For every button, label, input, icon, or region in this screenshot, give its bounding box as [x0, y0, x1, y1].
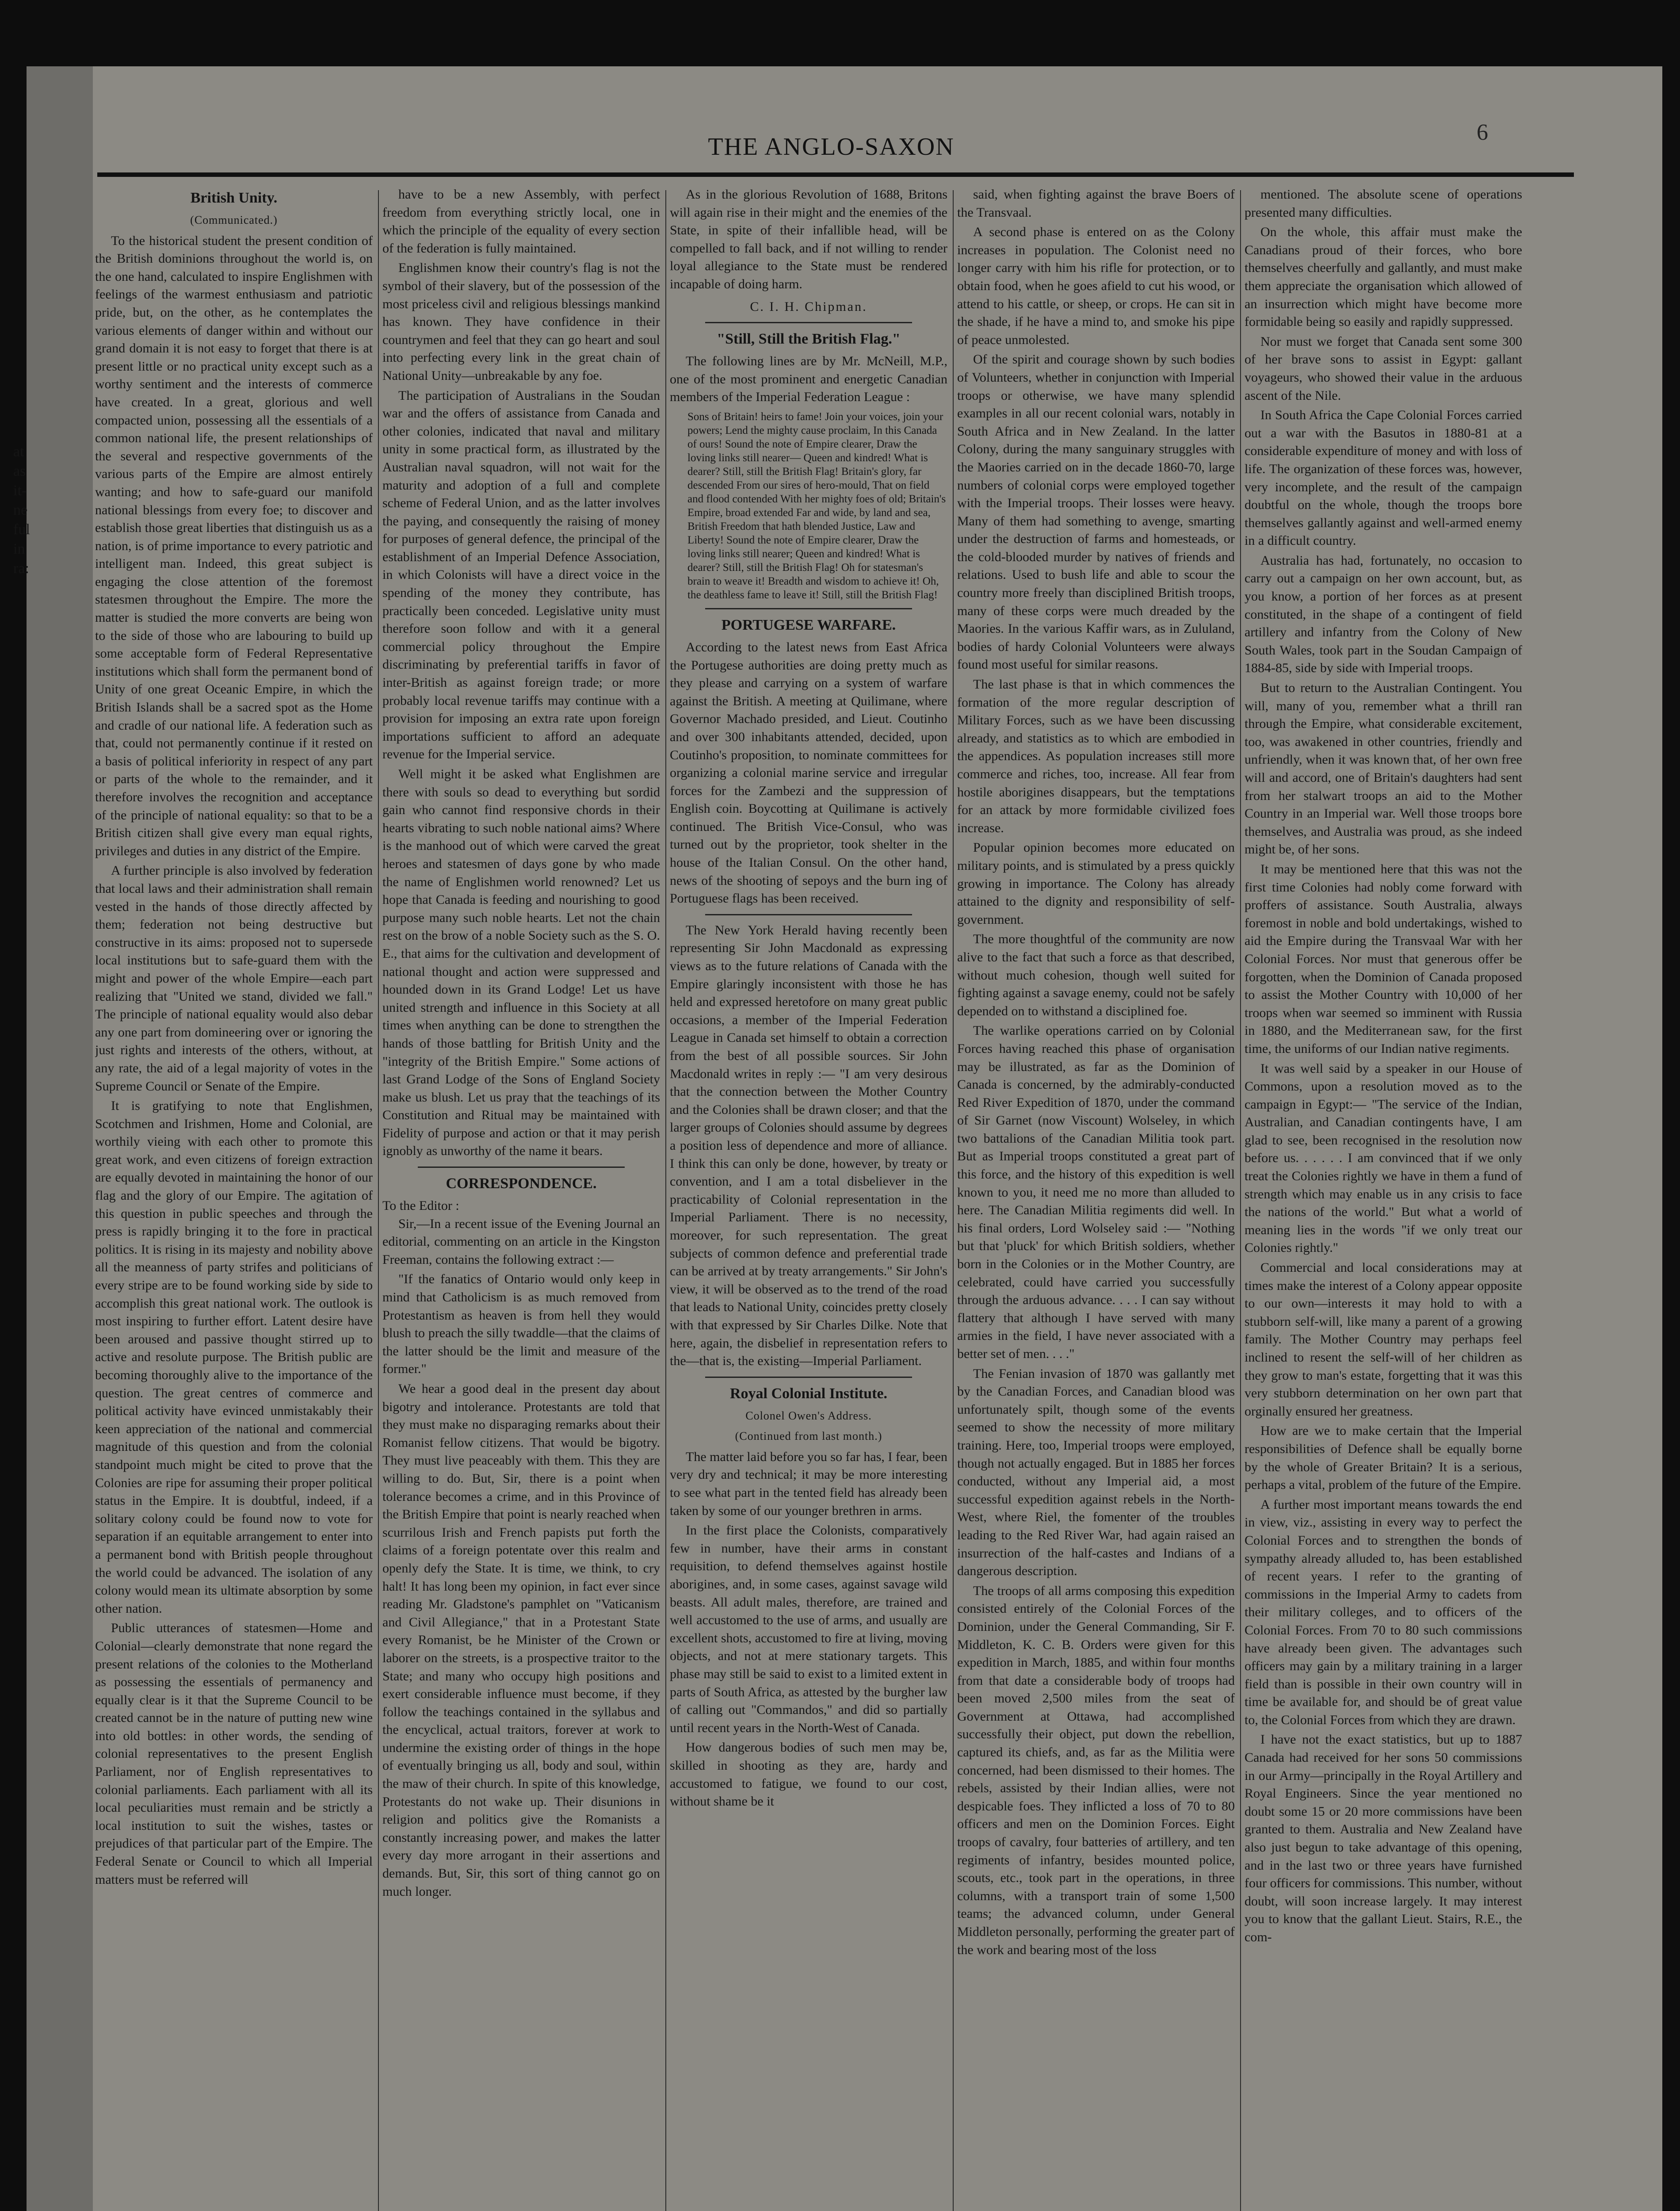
margin-fragment-line: at [13, 444, 24, 460]
article-paragraph: The participation of Australians in the Soudan war and the offers of assistance from Canada and other colonies, indicated that naval and military unity in some practical form, as illustrated by the Australian naval squadron, will not wait for the maturity and adoption of a full and complete scheme of Federal Union, and as the latter involves the paying, and consequently the raising of money for purposes of general defence, the principal of the establishment of an Imperial Defence Association, in which Colonists will have a direct voice in the spending of the money they contribute, has practically been conceded. Legislative unity must therefore soon follow and with it a general commercial policy throughout the Empire discriminating by preferential tariffs in favor of inter-British as against foreign trade; or more probably local revenue tariffs may continue with a provision for imposing an extra rate upon foreign importations sufficient to afford an adequate revenue for the Imperial service. [382, 388, 660, 762]
article-heading: CORRESPONDENCE. [446, 1175, 597, 1192]
article-paragraph: Popular opinion becomes more educated on military points, and is stimulated by a press quickly growing in importance. The Colony has already attained to the dignity and responsibility of self-government. [957, 840, 1235, 927]
article-paragraph: The troops of all arms composing this expedition consisted entirely of the Colonial Forces of the Dominion, under the General Commanding, Sir F. Middleton, K. C. B. Orders were given for this expedition in March, 1885, and within four months from that date a considerable body of troops had been moved 2,500 miles from the seat of Government at Ottawa, had accomplished successfully their object, put down the rebellion, captured its chiefs, and, as far as the Militia were concerned, had been dismissed to their homes. The rebels, assisted by their Indian allies, were not despicable foes. They inflicted a loss of 70 to 80 officers and men on the Dominion Forces. Eight troops of cavalry, four batteries of artillery, and ten regiments of infantry, besides mounted police, scouts, etc., took part in the operations, in three columns, with a transport train of some 1,500 teams; the advanced column, under General Middleton personally, performing the greater part of the work and bearing most of the loss [957, 1583, 1235, 1957]
margin-fragment-line: ne [13, 502, 28, 518]
article-paragraph: A further most important means towards the end in view, viz., assisting in every way to perfect the Colonial Forces and to strengthen the bonds of sympathy already alluded to, has been established of recent years. I refer to the granting of commissions in the Imperial Army to cadets from their military colleges, and to officers of the Colonial Forces. From 70 to 80 such commissions have already been given. The advantages such officers may gain by a military training in a larger field than is possible in their own country will in time be available for, and should be of great value to, the Colonial Forces from which they are drawn. [1245, 1497, 1522, 1727]
article-paragraph: The New York Herald having recently been representing Sir John Macdonald as expressing views as to the future relations of Canada with the Empire glaringly inconsistent with those he has held and expressed heretofore on many great public occasions, a member of the Imperial Federation League in Canada set himself to obtain a correction from the best of all possible sources. Sir John Macdonald writes in reply :— "I am very desirous that the connection between the Mother Country and the Colonies shall be drawn closer; and that the larger groups of Colonies should assume by degrees a position less of dependence and more of alliance. I think this can only be done, however, by treaty or convention, and I am a total disbeliever in the practicability of Colonial representation in the Imperial Parliament. There is no necessity, moreover, for such representation. The great subjects of common defence and preferential trade can be arrived at by treaty arrangements." Sir John's view, it will be observed as to the trend of the road that leads to National Unity, coincides pretty closely with that expressed by Sir Charles Dilke. Note that here, again, the disbelief in representation refers to the—that is, the existing—Imperial Parliament. [670, 922, 947, 1369]
margin-fragment-line: it- [13, 482, 27, 499]
poem-verse: Sons of Britain! heirs to fame! Join your voices, join your powers; Lend the mighty cause proclaim, In this Canada of ours! Sound the note of Empire clearer, Draw the loving links still nearer— Queen and kindred! What is dearer? Still, still the British Flag! Britain's glory, far descended From our sires of hero-mould, That on field and flood contended With her mighty foes of old; Britain's Empire, broad extended Far and wide, by land and sea, British Freedom that hath blended Justice, Law and Liberty! Sound the note of Empire clearer, Draw the loving links still nearer; Queen and kindred! What is dearer? Still, still the British Flag! Oh for statesman's brain to weave it! Breadth and wisdom to achieve it! Oh, the deathless fame to leave it! Still, still the British Flag! [687, 410, 946, 601]
section-rule [705, 1377, 912, 1378]
article-paragraph: Of the spirit and courage shown by such bodies of Volunteers, whether in conjunction with Imperial troops or otherwise, we have many splendid examples in all our recent colonial wars, notably in South Africa and in New Zealand. In the latter Colony, during the many sanguinary struggles with the Maories carried on in the decade 1860-70, large numbers of colonial corps were employed together with the Imperial troops. Their losses were heavy. Many of them had something to avenge, smarting under the destruction of farms and homesteads, or the cold-blooded murder by natives of friends and relations. Used to bush life and able to scour the country more freely than disciplined British troops, many of these corps were much dreaded by the Maories. In the various Kaffir wars, as in Zululand, bodies of hardy Colonial Volunteers were always found most useful for similar reasons. [957, 352, 1235, 672]
masthead-rule [97, 172, 1574, 177]
article-heading: Royal Colonial Institute. [729, 1385, 888, 1402]
article-paragraph: How dangerous bodies of such men may be, skilled in shooting as they are, hardy and accustomed to fatigue, we found to our cost, without shame be it [670, 1740, 947, 1809]
article-paragraph: The Fenian invasion of 1870 was gallantly met by the Canadian Forces, and Canadian blood was unfortunately spilt, though some of the events seemed to show the necessity of more military training. Here, too, Imperial troops were employed, though not actually engaged. But in 1885 her forces conducted, without any Imperial aid, a most successful expedition against rebels in the North-West, where Riel, the fomenter of the troubles leading to the Red River War, had again raised an insurrection of the half-castes and Indians of a dangerous description. [957, 1366, 1235, 1579]
article-paragraph: Australia has had, fortunately, no occasion to carry out a campaign on her own account, but, as you know, a portion of her forces as at present constituted, in the shape of a contingent of field artillery and infantry from the Colony of New South Wales, took part in the Soudan Campaign of 1884-85, side by side with Imperial troops. [1245, 553, 1522, 676]
column-divider [1240, 190, 1241, 2211]
article-paragraph: In the first place the Colonists, comparatively few in number, have their arms in constant requisition, to defend themselves against hostile aborigines, and, in some cases, against savage wild beasts. All adult males, therefore, are trained and well accustomed to the use of arms, and usually are excellent shots, accustomed to fire at living, moving objects, and not at mere stationary targets. This phase may still be said to exist to a limited extent in parts of South Africa, as attested by the burgher law of calling out "Commandos," and did so partially until recent years in the North-West of Canada. [670, 1523, 947, 1735]
article-paragraph: The more thoughtful of the community are now alive to the fact that such a force as that described, without much cohesion, though well suited for fighting against a savage enemy, could not be safely depended on to withstand a disciplined foe. [957, 932, 1235, 1018]
article-paragraph: mentioned. The absolute scene of operations presented many difficulties. [1245, 187, 1522, 220]
article-paragraph: But to return to the Australian Contingent. You will, many of you, remember what a thrill ran through the Empire, what considerable excitement, too, was awakened in other countries, friendly and unfriendly, when it was known that, of her own free will and accord, one of Britain's daughters had sent from her stalwart troops an aid to the Mother Country in an Imperial war. Well those troops bore themselves, and Australia was proud, as she indeed might be, of her sons. [1245, 681, 1522, 857]
article-heading: PORTUGESE WARFARE. [721, 616, 896, 633]
article-paragraph: It was well said by a speaker in our House of Commons, upon a resolution moved as to the campaign in Egypt:— "The service of the Indian, Australian, and Canadian contingents have, I am glad to see, been recognised in the resolution now before us. . . . . . I am convinced that if we only treat the Colonies rightly we have in them a fund of strength which may enable us in any crisis to face the nations of the world." But what a world of meaning lies in the words "if we only treat our Colonies rightly." [1245, 1061, 1522, 1255]
article-paragraph: The following lines are by Mr. McNeill, M.P., one of the most prominent and energetic Canadian members of the Imperial Federation League : [670, 354, 947, 405]
article-subheading: (Communicated.) [190, 214, 278, 226]
section-rule [705, 608, 912, 609]
margin-fragment-line: ra: [13, 560, 29, 577]
article-paragraph: I have not the exact statistics, but up to 1887 Canada had received for her sons 50 commissions in our Army—principally in the Royal Artillery and Royal Engineers. Since the year mentioned no doubt some 15 or 20 more commissions have been granted to them. Australia and New Zealand have also just begun to take advantage of this opening, and in the last two or three years have furnished four officers for commissions. This number, without doubt, will soon increase largely. It may interest you to know that the gallant Lieut. Stairs, R.E., the com- [1245, 1732, 1522, 1944]
article-paragraph: It may be mentioned here that this was not the first time Colonies had nobly come forward with proffers of assistance. South Australia, always foremost in noble and bold undertakings, wished to aid the Empire during the Transvaal War with her Colonial Forces. Nor must that generous offer be forgotten, when the Dominion of Canada proposed to assist the Mother Country with 10,000 of her troops when war seemed so imminent with Russia in 1880, and the Mediterranean saw, for the first time, the uniforms of our Indian native regiments. [1245, 861, 1522, 1056]
article-paragraph: It is gratifying to note that Englishmen, Scotchmen and Irishmen, Home and Colonial, are worthily vieing with each other to promote this great work, and even citizens of foreign extraction are equally devoted in maintaining the honor of our flag and the glory of our Empire. The agitation of this question in public speeches and through the press is rapidly bringing it to the fore in practical politics. It is rising in its majesty and nobility above all the meanness of party strifes and politicians of every stripe are to be found working side by side to accomplish this great national work. The outlook is most inspiring to further effort. Latent desire have been aroused and passive thought stirred up to active and resolute purpose. The British public are becoming thoroughly alive to the importance of the question. The great centres of commerce and political activity have evinced unmistakably their keen appreciation of the national and commercial magnitude of this question and from the colonial standpoint much might be cited to prove that the Colonies are ripe for assuming their proper political status in the Empire. It is doubtful, indeed, if a solitary colony could be found now to vote for separation if an equitable arrangement to enter into a permanent bond with British people throughout the world could be advanced. The isolation of any colony would mean its ultimate absorption by some other nation. [95, 1098, 373, 1616]
column-divider [378, 190, 379, 2211]
signature: C. I. H. Chipman. [750, 299, 867, 314]
article-paragraph: have to be a new Assembly, with perfect freedom from everything strictly local, one in which the principle of the equality of every section of the federation is fully maintained. [382, 187, 660, 256]
column-3 [670, 186, 947, 2211]
article-subheading: Colonel Owen's Address. [745, 1409, 872, 1422]
article-heading: British Unity. [190, 190, 278, 206]
article-paragraph: Nor must we forget that Canada sent some 300 of her brave sons to assist in Egypt: gallant voyageurs, who showed their value in the arduous ascent of the Nile. [1245, 334, 1522, 403]
column-divider [665, 190, 666, 2211]
article-paragraph: "If the fanatics of Ontario would only keep in mind that Catholicism is as much removed from Protestantism as heaven is from hell they would blush to preach the silly twaddle—that the claims of the latter should be the limit and measure of the former." [382, 1272, 660, 1377]
section-rule [705, 914, 912, 915]
article-paragraph: How are we to make certain that the Imperial responsibilities of Defence shall be equally borne by the whole of Greater Britain? It is a serious, perhaps a vital, problem of the future of the Empire. [1245, 1423, 1522, 1492]
margin-fragment-line: as [13, 463, 26, 479]
column-4 [957, 186, 1235, 2211]
column-1 [95, 186, 373, 2211]
column-2 [382, 186, 660, 2211]
page-mark: 6 [1477, 120, 1488, 145]
section-rule [705, 322, 912, 323]
article-paragraph: The warlike operations carried on by Colonial Forces having reached this phase of organisation may be illustrated, as far as the Dominion of Canada is concerned, by the admirably-conducted Red River Expedition of 1870, under the command of Sir Garnet (now Viscount) Wolseley, in which two battalions of the Canadian Militia took part. But as Imperial troops constituted a great part of this force, and the history of this expedition is well known to you, it need me no more than alluded to here. The Canadian Militia regiments did well. In his final orders, Lord Wolseley said :— "Nothing but that 'pluck' for which British soldiers, whether born in the Colonies or in the Mother Country, are celebrated, could have carried you successfully through the arduous advance. . . . I can say without flattery that although I have served with many armies in the field, I have never associated with a better set of men. . . ." [957, 1023, 1235, 1361]
article-paragraph: Commercial and local considerations may at times make the interest of a Colony appear opposite to our own—interests it may hold to with a stubborn self-will, like many a parent of a growing family. The Mother Country may perhaps feel inclined to resent the self-will of her children as they grow to man's estate, forgetting that it was this very stubborn determination on her own part that orginally ensured her greatness. [1245, 1260, 1522, 1419]
margin-fragment [13, 442, 62, 578]
article-paragraph: The matter laid before you so far has, I fear, been very dry and technical; it may be more interesting to see what part in the tented field has already been taken by some of our younger brethren in arms. [670, 1449, 947, 1518]
article-paragraph: The last phase is that in which commences the formation of the more regular description of Military Forces, such as we have been discussing already, and statistics as to which are embodied in the appendices. As population increases still more commerce and riches, too, increase. All fear from hostile aborigines disappears, but the temptations for an attack by more formidable civilized foes increase. [957, 677, 1235, 835]
running-head: THE ANGLO-SAXON [708, 133, 955, 161]
article-paragraph: On the whole, this affair must make the Canadians proud of their forces, who bore themselves cheerfully and gallantly, and must make them appreciate the organisation which allowed of an insurrection which might have become more formidable being so easily and rapidly suppressed. [1245, 225, 1522, 329]
article-heading: "Still, Still the British Flag." [717, 331, 901, 348]
article-paragraph: Englishmen know their country's flag is not the symbol of their slavery, but of the possession of the most priceless civil and religious blessings mankind has known. They have confidence in their countrymen and feel that they can go heart and soul into perfecting every link in the great chain of National Unity—unbreakable by any foe. [382, 260, 660, 383]
article-paragraph: As in the glorious Revolution of 1688, Britons will again rise in their might and the enemies of the State, in spite of their infallible head, will be compelled to fall back, and if not willing to render loyal allegiance to the State must be rendered incapable of doing harm. [670, 187, 947, 291]
article-paragraph: said, when fighting against the brave Boers of the Transvaal. [957, 187, 1235, 220]
article-paragraph: To the historical student the present condition of the British dominions throughout the world is, on the one hand, calculated to inspire Englishmen with feelings of the warmest enthusiasm and patriotic pride, but, on the other, as he contemplates the various elements of danger within and without our grand domain it is not easy to forget that there is at present little or no practical unity except such as a worthy sentiment and the interests of commerce have created. In a great, glorious and well compacted union, possessing all the essentials of a common national life, the present relationships of the several and respective governments of the various parts of the Empire are almost entirely wanting; and how to safe-guard our manifold national blessings from every foe; to discover and establish those great liberties that distinguish us as a nation, is of prime importance to every patriotic and intelligent man. Indeed, this great subject is engaging the close attention of the foremost statesmen throughout the Empire. The more the matter is studied the more converts are being won to the side of those who are labouring to build up some acceptable form of Federal Representative institutions which shall form the permanent bond of Unity of one great Oceanic Empire, in which the British Islands shall be a sacred spot as the Home and cradle of our national life. A federation such as that, could not permanently continue if it rested on a basis of political inferiority in respect of any part or parts of the whole to the remainder, and it therefore involves the recognition and acceptance of the principle of national equality: so that to be a British citizen shall give every man equal rights, privileges and duties in any district of the Empire. [95, 233, 373, 858]
margin-fragment-line: in [13, 541, 25, 557]
binding-gutter [27, 66, 93, 2211]
article-paragraph: We hear a good deal in the present day about bigotry and intolerance. Protestants are told that they must make no disparaging remarks about their Romanist fellow citizens. That would be bigotry. They must live peaceably with them. This they are willing to do. But, Sir, there is a point when tolerance becomes a crime, and in this Province of the British Empire that point is nearly reached when scurrilous Irish and French papists put forth the claims of a foreign potentate over this realm and openly defy the State. It is time, we think, to cry halt! It has long been my opinion, in fact ever since reading Mr. Gladstone's pamphlet on "Vaticanism and Civil Allegiance," that in a Protestant State every Romanist, be he Minister of the Crown or laborer on the streets, is a prospective traitor to the State; and many who occupy high positions and exert considerable influence must become, if they follow the teachings contained in the syllabus and the encyclical, actual traitors, forever at work to undermine the existing order of things in the hope of eventually bringing us all, body and soul, within the maw of their church. In spite of this knowledge, Protestants do not wake up. Their disunions in religion and politics give the Romanists a constantly increasing power, and makes the latter every day more arrogant in their assertions and demands. But, Sir, this sort of thing cannot go on much longer. [382, 1381, 660, 1899]
column-5 [1245, 186, 1522, 2211]
article-paragraph: Sir,—In a recent issue of the Evening Journal an editorial, commenting on an article in the Kingston Freeman, contains the following extract :— [382, 1216, 660, 1267]
article-paragraph: A second phase is entered on as the Colony increases in population. The Colonist need no longer carry with him his rifle for protection, or to obtain food, when he goes afield to cut his wood, or attend to his cattle, or sheep, or crops. He can sit in the shade, if he have a mind to, and smoke his pipe of peace unmolested. [957, 225, 1235, 347]
column-divider [953, 190, 954, 2211]
article-paragraph: A further principle is also involved by federation that local laws and their administration shall remain vested in the hands of those directly affected by them; federation not being destructive but constructive in its aims: proposed not to supersede local institutions but to safe-guard them with the might and power of the whole Empire—each part realizing that "United we stand, divided we fall." The principle of national equality would also debar any one part from domineering over or ignoring the just rights and interests of the others, without, at any rate, the aid of a legal majority of votes in the Supreme Council or Senate of the Empire. [95, 863, 373, 1094]
article-subheading: (Continued from last month.) [735, 1430, 882, 1443]
article-paragraph: In South Africa the Cape Colonial Forces carried out a war with the Basutos in 1880-81 at a considerable expenditure of money and with loss of life. The organization of these forces was, however, very incomplete, and the result of the campaign doubtful on the whole, though the troops bore themselves gallantly against and well-armed enemy in a difficult country. [1245, 408, 1522, 548]
margin-fragment-line: ful [13, 521, 30, 538]
article-paragraph: Public utterances of statesmen—Home and Colonial—clearly demonstrate that none regard the present relations of the colonies to the Motherland as possessing the essentials of permanency and equally clear is it that the Supreme Council to be created cannot be in the nature of putting new wine into old bottles: in other words, the sending of colonial representatives to the present English Parliament, nor of English representatives to colonial parliaments. Each parliament with all its local peculiarities must remain and be strictly a local institution to suit the wishes, tastes or prejudices of that particular part of the Empire. The Federal Senate or Council to which all Imperial matters must be referred will [95, 1621, 373, 1887]
article-paragraph: Well might it be asked what Englishmen are there with souls so dead to everything but sordid gain who cannot find responsive chords in their hearts vibrating to such noble national aims? Where is the manhood out of which were carved the great heroes and statesmen of days gone by who made the name of Englishmen world renowned? Let us hope that Canada is feeding and nourishing to good purpose many such noble hearts. Let not the chain rest on the brow of a noble Society such as the S. O. E., that aims for the cultivation and development of national thought and action were suppressed and hounded down in its Grand Lodge! Let us have united strength and influence in this Society at all times when anything can be done to strengthen the hands of those battling for British Unity and the "integrity of the British Empire." Some actions of last Grand Lodge of the Sons of England Society make us blush. Let us pray that the teachings of its Constitution and Ritual may be maintained with Fidelity of purpose and action or that it may perish ignobly as unworthy of the name it bears. [382, 767, 660, 1159]
section-rule [418, 1167, 625, 1168]
salutation: To the Editor : [382, 1198, 459, 1213]
article-paragraph: According to the latest news from East Africa the Portugese authorities are doing pretty much as they please and carrying on a system of warfare against the British. A meeting at Quilimane, where Governor Machado presided, and Lieut. Coutinho and over 300 inhabitants attended, decided, upon Coutinho's proposition, to nominate committees for organizing a colonial marine service and irregular forces for the Zambezi and the suppression of English coin. Boycotting at Quilimane is actively continued. The British Vice-Consul, who was turned out by the proprietor, took shelter in the house of the Italian Consul. On the other hand, news of the shooting of sepoys and the burn ing of Portuguese flags has been received. [670, 639, 947, 906]
